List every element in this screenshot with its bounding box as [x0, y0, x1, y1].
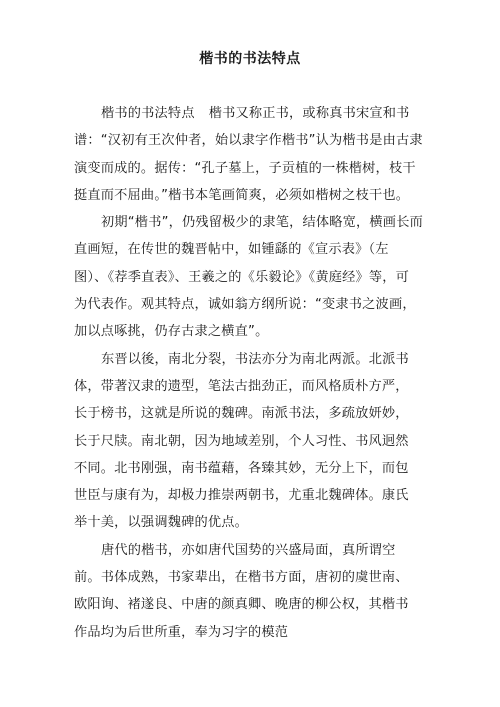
paragraph-line: 东晋以後，南北分裂，书法亦分为南北两派。北派书 — [101, 351, 409, 367]
document-body — [74, 100, 434, 646]
paragraph-line: 唐代的楷书，亦如唐代国势的兴盛局面，真所谓空 — [101, 542, 396, 558]
paragraph-line: 谱：“汉初有王次仲者，始以隶字作楷书”认为楷书是由古隶 — [74, 133, 423, 149]
paragraph-line: 前。书体成熟，书家辈出，在楷书方面，唐初的虞世南、 — [74, 570, 409, 586]
paragraph-line: 体，带著汉隶的遗型，笔法古拙劲正，而风格质朴方严， — [74, 378, 409, 394]
paragraph-line: 长于尺牍。南北朝，因为地域差别，个人习性、书风迥然 — [74, 433, 409, 449]
paragraph-line: 挺直而不屈曲。”楷书本笔画简爽，必须如楷树之枝干也。 — [74, 187, 410, 203]
paragraph-line: 作品均为后世所重，奉为习字的模范 — [74, 624, 289, 640]
paragraph-line: 不同。北书刚强，南书蕴藉，各臻其妙，无分上下，而包 — [74, 460, 409, 476]
paragraph-line: 欧阳询、褚遂良、中唐的颜真卿、晚唐的柳公权，其楷书 — [74, 597, 409, 613]
paragraph-line: 演变而成的。据传：“孔子墓上，子贡植的一株楷树，枝干 — [74, 160, 416, 176]
document-title: 楷书的书法特点 — [199, 51, 301, 67]
paragraph-line: 直画短，在传世的魏晋帖中，如锺繇的《宣示表》（左 — [74, 242, 389, 258]
paragraph-line: 世臣与康有为，却极力推崇两朝书，尤重北魏碑体。康氏 — [74, 488, 409, 504]
paragraph-line: 图）、《荐季直表》、王羲之的《乐毅论》《黄庭经》等，可 — [74, 269, 410, 285]
paragraph-line — [74, 100, 434, 127]
paragraph-line: 为代表作。观其特点，诚如翁方纲所说：“变隶书之波画， — [74, 297, 416, 313]
paragraph-text: 楷书又称正书，或称真书宋宣和书 — [208, 106, 410, 121]
paragraph-line: 加以点啄挑，仍存古隶之横直”。 — [74, 324, 269, 340]
section-heading: 楷书的书法特点 — [101, 106, 195, 121]
paragraph-line: 举十美，以强调魏碑的优点。 — [74, 515, 249, 531]
paragraph-line: 初期“楷书”，仍残留极少的隶笔，结体略宽，横画长而 — [101, 215, 423, 231]
paragraph-line: 长于榜书，这就是所说的魏碑。南派书法，多疏放妍妙， — [74, 406, 409, 422]
